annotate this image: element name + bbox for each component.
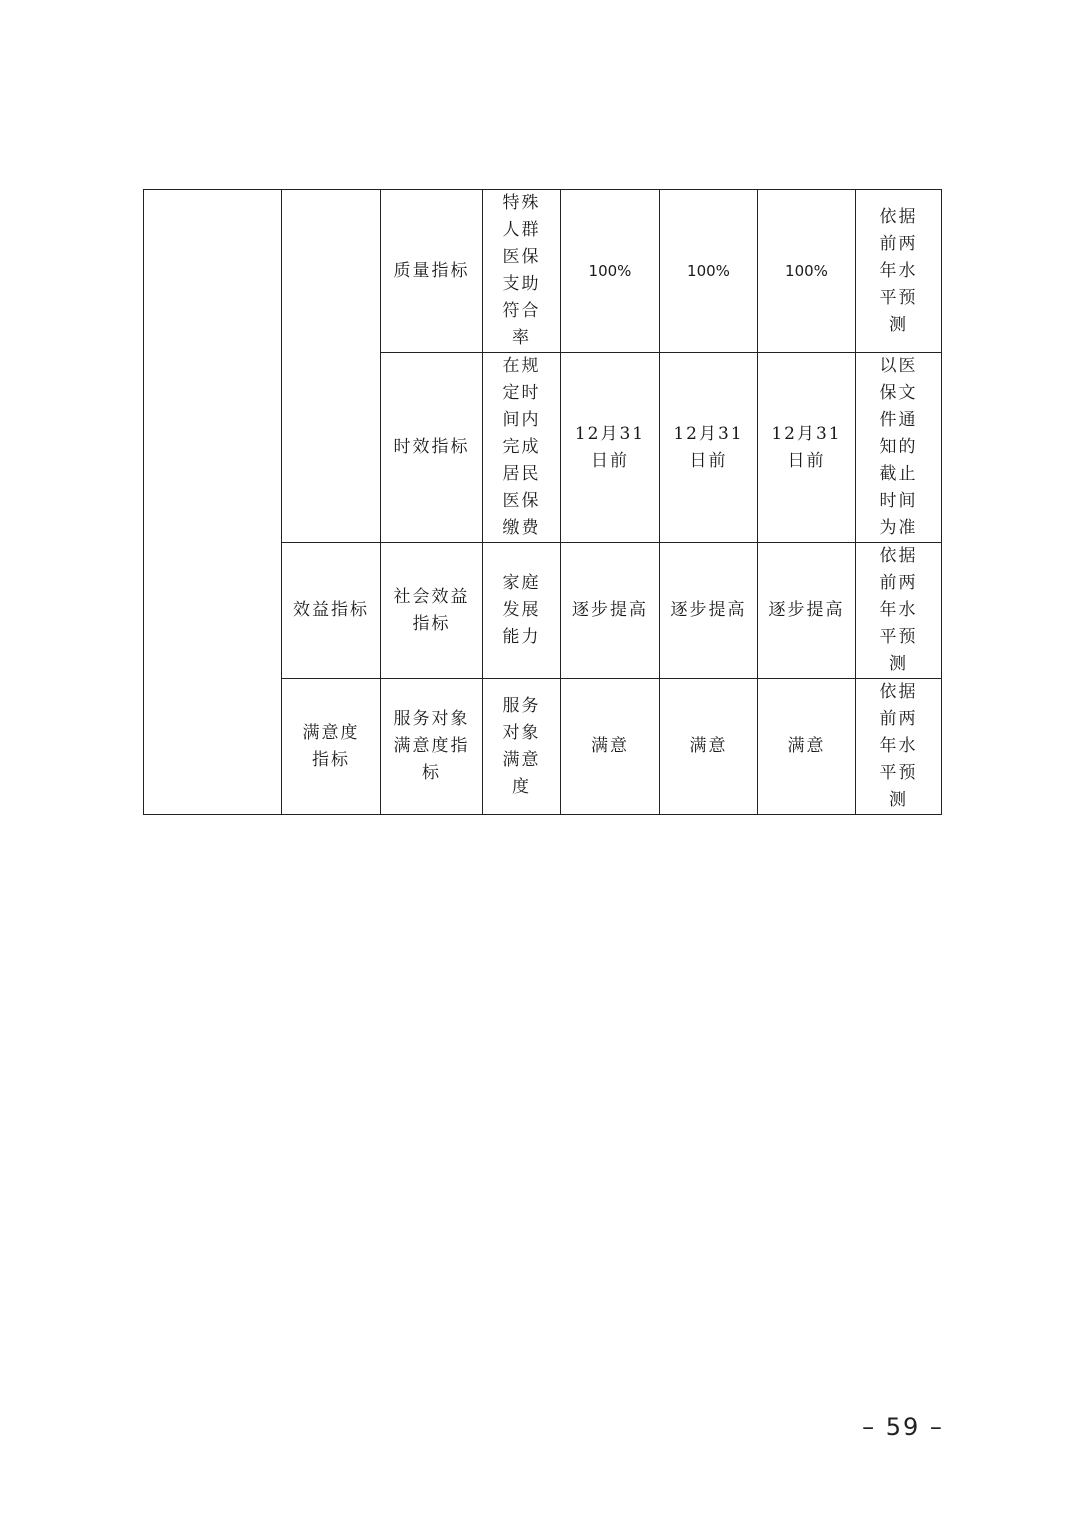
table-cell-basis (856, 679, 942, 815)
table-cell-value (758, 190, 856, 353)
table-cell-level2 (381, 190, 483, 353)
table-cell-value (660, 543, 758, 679)
table-cell-basis (856, 190, 942, 353)
table-cell-value (660, 679, 758, 815)
table-cell-indicator (483, 543, 561, 679)
value-year1: 满意 (591, 736, 629, 756)
indicator-label: 服务对象满意度 (502, 695, 541, 797)
value-year3: 逐步提高 (768, 600, 845, 620)
table-cell-level1 (282, 679, 381, 815)
table-cell-value (561, 353, 660, 543)
table-row (144, 190, 942, 353)
table-cell-level2 (381, 353, 483, 543)
indicator-label: 特殊人群医保支助符合率 (502, 193, 541, 348)
value-year3: 12月31日前 (771, 423, 842, 471)
value-year1: 12月31日前 (574, 423, 646, 471)
table-cell-level2 (381, 543, 483, 679)
basis-label: 依据前两年水平预测 (879, 206, 918, 335)
table-cell-indicator (483, 190, 561, 353)
level2-label: 社会效益指标 (393, 586, 470, 634)
table-cell-value (561, 190, 660, 353)
table-cell-indicator (483, 353, 561, 543)
performance-indicator-table (143, 189, 942, 815)
table-cell-empty-category (144, 190, 282, 815)
table-cell-level2 (381, 679, 483, 815)
level2-label: 时效指标 (393, 437, 470, 457)
table-cell-value (561, 543, 660, 679)
level2-label: 质量指标 (393, 260, 470, 281)
level1-label: 效益指标 (293, 600, 369, 620)
value-year1: 逐步提高 (572, 600, 648, 620)
table-cell-value (561, 679, 660, 815)
table-cell-level1 (282, 543, 381, 679)
value-year3: 满意 (787, 736, 826, 756)
table-cell-empty-level1 (282, 190, 381, 543)
page-number: – 59 – (862, 1413, 944, 1441)
table-cell-value (758, 679, 856, 815)
table-cell-basis (856, 543, 942, 679)
value-year2: 满意 (689, 736, 728, 756)
table-cell-value (660, 190, 758, 353)
value-year2: 12月31日前 (673, 423, 744, 471)
table-cell-indicator (483, 679, 561, 815)
table-cell-value (758, 543, 856, 679)
indicator-label: 家庭发展能力 (502, 573, 541, 647)
basis-label: 依据前两年水平预测 (879, 682, 918, 810)
value-year1: 100% (588, 261, 632, 280)
value-year3: 100% (785, 261, 828, 280)
value-year2: 100% (687, 261, 730, 280)
table-cell-basis (856, 353, 942, 543)
indicator-label: 在规定时间内完成居民医保缴费 (502, 356, 541, 538)
level2-label: 服务对象满意度指标 (393, 709, 470, 783)
table-cell-value (660, 353, 758, 543)
basis-label: 依据前两年水平预测 (879, 546, 918, 674)
value-year2: 逐步提高 (670, 600, 747, 620)
table-cell-value (758, 353, 856, 543)
level1-label: 满意度指标 (302, 722, 360, 770)
basis-label: 以医保文件通知的截止时间为准 (879, 356, 918, 538)
